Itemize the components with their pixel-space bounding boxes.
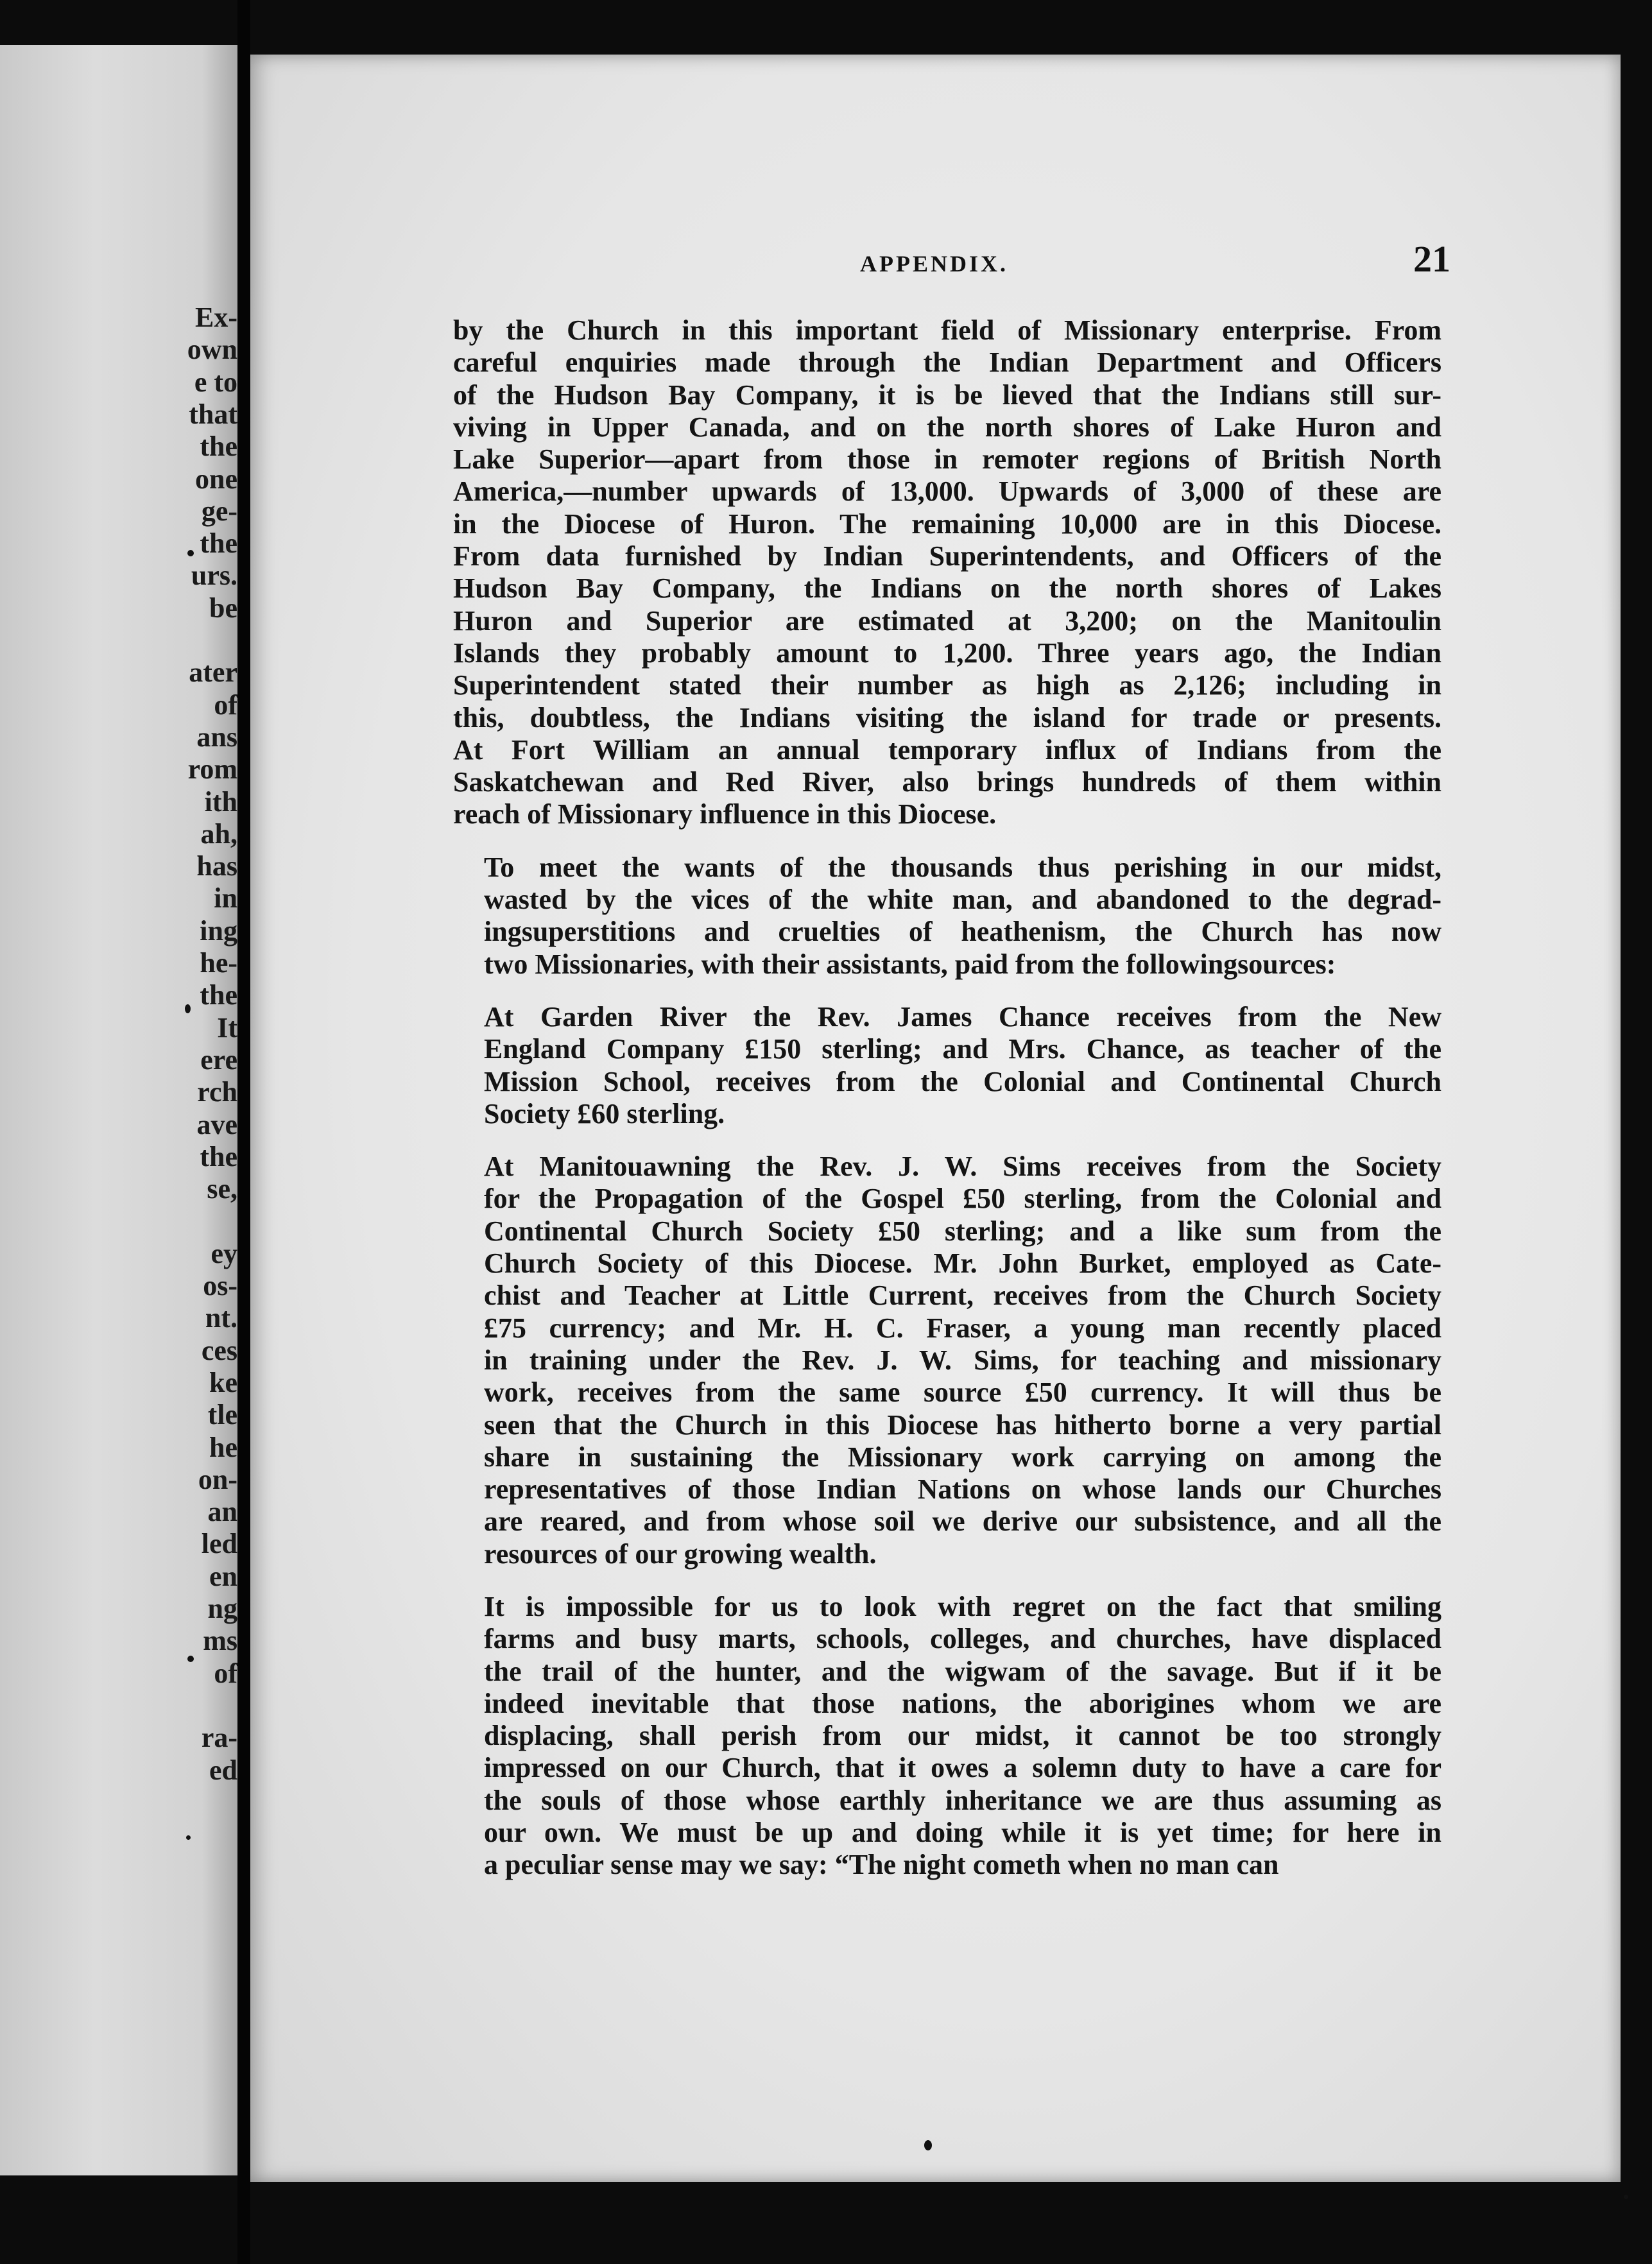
facing-page-fragment: own bbox=[187, 334, 237, 366]
text-line: To meet the wants of the thousands thus perishing in our midst, bbox=[484, 851, 1441, 883]
facing-page-fragment: ave bbox=[196, 1108, 237, 1140]
text-line: farms and busy marts, schools, colleges, and churches, have displaced bbox=[484, 1623, 1441, 1655]
facing-page-fragment: the bbox=[200, 1140, 237, 1172]
facing-page-fragment: ater bbox=[189, 656, 237, 689]
text-line: in the Diocese of Huron. The remaining 10,000 are in this Diocese. bbox=[453, 508, 1441, 540]
book-gutter bbox=[237, 0, 250, 2264]
facing-page-fragment: ah, bbox=[200, 818, 237, 850]
facing-page-fragment: of bbox=[214, 1657, 237, 1689]
text-line: At Manitouawning the Rev. J. W. Sims receives from the Society bbox=[484, 1151, 1441, 1183]
text-line: Superintendent stated their number as high as 2,126; including in bbox=[453, 669, 1441, 701]
facing-page-fragment: the bbox=[200, 979, 237, 1011]
text-line: reach of Missionary influence in this Diocese. bbox=[453, 798, 997, 830]
text-line: seen that the Church in this Diocese has hitherto borne a very partial bbox=[484, 1409, 1441, 1441]
facing-page-fragment: ces bbox=[201, 1334, 237, 1366]
text-line: Society £60 sterling. bbox=[484, 1097, 725, 1129]
facing-page-fragment: ing bbox=[200, 914, 237, 947]
running-header: APPENDIX. bbox=[860, 251, 1008, 277]
facing-page-fragment: e to bbox=[194, 366, 237, 398]
text-line: Hudson Bay Company, the Indians on the north shores of Lakes bbox=[453, 572, 1441, 605]
text-line: for the Propagation of the Gospel £50 sterling, from the Colonial and bbox=[484, 1183, 1441, 1215]
facing-page-fragment: nt. bbox=[205, 1302, 237, 1334]
facing-page-fragment: the bbox=[200, 527, 237, 560]
text-line: indeed inevitable that those nations, the aborigines whom we are bbox=[484, 1687, 1441, 1719]
text-line: Islands they probably amount to 1,200. Three years ago, the Indian bbox=[453, 637, 1441, 669]
facing-page-fragment: ra- bbox=[201, 1722, 237, 1754]
text-line: are reared, and from whose soil we derive our subsistence, and all the bbox=[484, 1505, 1441, 1538]
paragraph bbox=[453, 1591, 1441, 1882]
facing-page-fragment: led bbox=[201, 1528, 237, 1560]
facing-page-fragment: se, bbox=[207, 1173, 237, 1205]
body-text bbox=[453, 314, 1441, 1882]
text-line: representatives of those Indian Nations on whose lands our Churches bbox=[484, 1473, 1441, 1505]
text-line: England Company £150 sterling; and Mrs. Chance, as teacher of the bbox=[484, 1033, 1441, 1065]
text-line: two Missionaries, with their assistants, paid from the followingsources: bbox=[484, 948, 1336, 980]
facing-page-fragment: rch bbox=[197, 1076, 237, 1108]
text-line: Church Society of this Diocese. Mr. John Burket, employed as Cate- bbox=[484, 1248, 1441, 1280]
text-line: our own. We must be up and doing while it is yet time; for here in bbox=[484, 1817, 1441, 1849]
facing-page-fragment: be bbox=[209, 592, 237, 624]
text-line: From data furnished by Indian Superintendents, and Officers of the bbox=[453, 540, 1441, 572]
ink-speck bbox=[1624, 2195, 1628, 2199]
facing-page-fragment: that bbox=[189, 398, 237, 430]
facing-page-fragment: the bbox=[200, 431, 237, 463]
facing-page-fragment: en bbox=[209, 1560, 237, 1592]
ink-speck bbox=[924, 2140, 932, 2150]
document-page bbox=[250, 55, 1621, 2182]
text-line: Mission School, receives from the Colonial and Continental Church bbox=[484, 1065, 1441, 1097]
text-line: in training under the Rev. J. W. Sims, for teaching and missionary bbox=[484, 1344, 1441, 1376]
text-line: by the Church in this important field of Missionary enterprise. From bbox=[453, 314, 1441, 346]
facing-page-fragment: ge- bbox=[201, 495, 237, 527]
text-line: the trail of the hunter, and the wigwam of the savage. But if it be bbox=[484, 1655, 1441, 1687]
text-line: resources of our growing wealth. bbox=[484, 1538, 877, 1570]
facing-page-fragment: urs. bbox=[191, 560, 237, 592]
facing-page-fragment: on- bbox=[198, 1463, 237, 1495]
facing-page bbox=[0, 45, 237, 2175]
text-line: viving in Upper Canada, and on the north shores of Lake Huron and bbox=[453, 411, 1441, 443]
text-line: this, doubtless, the Indians visiting the island for trade or presents. bbox=[453, 701, 1441, 733]
facing-page-fragment: Ex- bbox=[195, 302, 237, 333]
text-line: chist and Teacher at Little Current, receives from the Church Society bbox=[484, 1280, 1441, 1312]
facing-page-fragment: os- bbox=[203, 1270, 237, 1301]
text-line: Lake Superior—apart from those in remoter regions of British North bbox=[453, 443, 1441, 476]
text-line: Huron and Superior are estimated at 3,200; on the Manitoulin bbox=[453, 605, 1441, 637]
text-line: It is impossible for us to look with regret on the fact that smiling bbox=[484, 1590, 1441, 1622]
facing-page-fragment: has bbox=[196, 850, 237, 882]
facing-page-fragment: he- bbox=[200, 947, 237, 979]
paragraph bbox=[453, 1151, 1441, 1570]
text-line: the souls of those whose earthly inheritance we are thus assuming as bbox=[484, 1784, 1441, 1816]
facing-page-fragment: ms bbox=[203, 1625, 237, 1657]
paragraph bbox=[453, 1001, 1441, 1130]
page-number: 21 bbox=[1413, 238, 1450, 280]
facing-page-fragment: ed bbox=[209, 1754, 237, 1786]
paragraph bbox=[453, 314, 1441, 831]
paragraph bbox=[453, 852, 1441, 981]
facing-page-fragment: he bbox=[209, 1431, 237, 1463]
text-line: ingsuperstitions and cruelties of heathenism, the Church has now bbox=[484, 916, 1441, 948]
text-line: displacing, shall perish from our midst, it cannot be too strongly bbox=[484, 1720, 1441, 1752]
ink-speck bbox=[185, 1004, 191, 1013]
ink-speck bbox=[187, 1656, 194, 1662]
facing-page-fragment: ey bbox=[211, 1237, 237, 1269]
facing-page-fragment: one bbox=[195, 463, 237, 495]
facing-page-fragment: rom bbox=[187, 753, 237, 785]
text-line: Saskatchewan and Red River, also brings hundreds of them within bbox=[453, 766, 1441, 798]
ink-speck bbox=[187, 550, 194, 556]
facing-page-fragment: of bbox=[214, 689, 237, 721]
text-line: work, receives from the same source £50 currency. It will thus be bbox=[484, 1376, 1441, 1409]
facing-page-fragment: ng bbox=[207, 1593, 237, 1624]
facing-page-fragment: in bbox=[214, 882, 237, 914]
text-line: Continental Church Society £50 sterling; and a like sum from the bbox=[484, 1215, 1441, 1247]
text-line: a peculiar sense may we say: “The night cometh when no man can bbox=[484, 1849, 1279, 1881]
facing-page-fragment: ans bbox=[196, 721, 237, 753]
text-line: At Garden River the Rev. James Chance receives from the New bbox=[484, 1000, 1441, 1033]
text-line: impressed on our Church, that it owes a solemn duty to have a care for bbox=[484, 1752, 1441, 1784]
ink-speck bbox=[186, 1835, 191, 1840]
text-line: of the Hudson Bay Company, it is be lieved that the Indians still sur- bbox=[453, 379, 1441, 411]
text-line: wasted by the vices of the white man, and abandoned to the degrad- bbox=[484, 884, 1441, 916]
text-line: At Fort William an annual temporary influx of Indians from the bbox=[453, 733, 1441, 766]
facing-page-fragment: ere bbox=[200, 1043, 237, 1076]
facing-page-fragment: ith bbox=[204, 785, 237, 818]
text-line: America,—number upwards of 13,000. Upwards of 3,000 of these are bbox=[453, 476, 1441, 508]
facing-page-fragment: ke bbox=[209, 1366, 237, 1398]
facing-page-fragment: tle bbox=[207, 1399, 237, 1431]
facing-page-fragment: an bbox=[207, 1496, 237, 1528]
text-line: £75 currency; and Mr. H. C. Fraser, a young man recently placed bbox=[484, 1312, 1441, 1344]
text-line: careful enquiries made through the Indian Department and Officers bbox=[453, 347, 1441, 379]
text-line: share in sustaining the Missionary work carrying on among the bbox=[484, 1441, 1441, 1473]
facing-page-fragment: It bbox=[217, 1011, 237, 1043]
